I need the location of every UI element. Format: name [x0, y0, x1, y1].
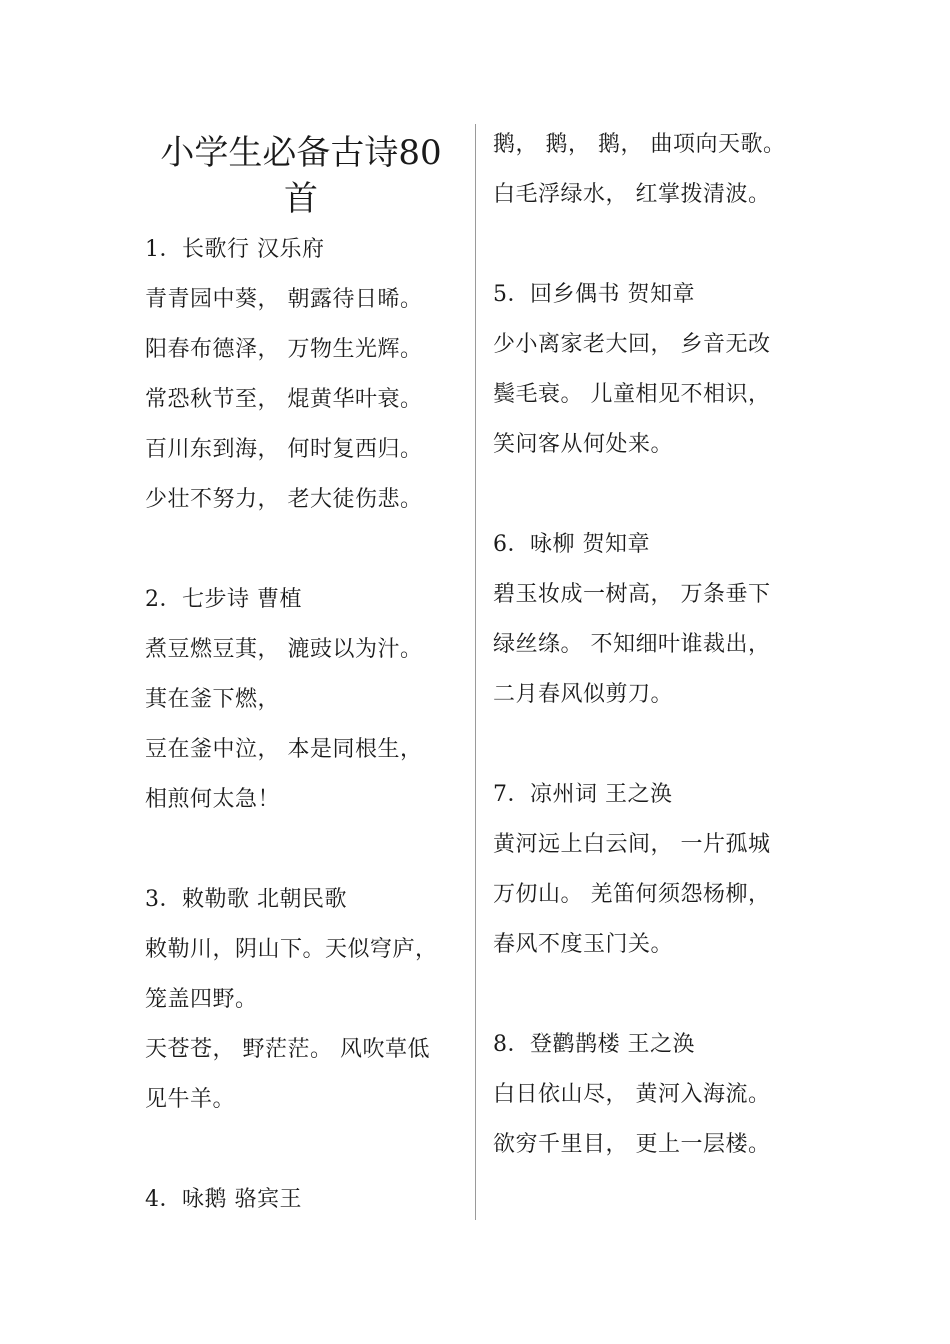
- poem-verse-line: 青青园中葵， 朝露待日晞。: [145, 287, 423, 312]
- poem-verse-line: 萁在釜下燃，: [145, 687, 281, 712]
- poem-verse-line: 煮豆燃豆萁， 漉豉以为汁。: [145, 637, 423, 662]
- poem-verse-line: 绿丝绦。 不知细叶谁裁出，: [493, 632, 771, 657]
- right-column: [493, 120, 811, 1170]
- poem-verse-line: 白日依山尽， 黄河入海流。: [493, 1082, 771, 1107]
- blank-line: [493, 970, 811, 1020]
- document-title: [145, 130, 457, 222]
- poem-verse-line: 敕勒川，阴山下。天似穹庐，: [145, 937, 438, 962]
- poem-title: 6．咏柳 贺知章: [493, 532, 650, 557]
- poem-verse-line: 天苍苍， 野茫茫。 风吹草低: [145, 1037, 430, 1062]
- poem-title: 3．敕勒歌 北朝民歌: [145, 887, 347, 912]
- right-column-lines: [493, 120, 811, 1170]
- poem-verse-line: 豆在釜中泣， 本是同根生，: [145, 737, 423, 762]
- poem-verse-line: 相煎何太急！: [145, 787, 281, 812]
- poem-verse-line: 百川东到海， 何时复西归。: [145, 437, 423, 462]
- column-divider: [475, 124, 476, 1220]
- left-column: [145, 120, 463, 1225]
- poem-verse-line: 白毛浮绿水， 红掌拨清波。: [493, 182, 771, 207]
- poem-title: 4．咏鹅 骆宾王: [145, 1187, 302, 1212]
- poem-verse-line: 常恐秋节至， 焜黄华叶衰。: [145, 387, 423, 412]
- blank-line: [493, 220, 811, 270]
- poem-verse-line: 二月春风似剪刀。: [493, 682, 674, 707]
- poem-title: 2．七步诗 曹植: [145, 587, 302, 612]
- poem-title: 7．凉州词 王之涣: [493, 782, 673, 807]
- poem-verse-line: 碧玉妆成一树高， 万条垂下: [493, 582, 771, 607]
- poem-verse-line: 春风不度玉门关。: [493, 932, 674, 957]
- poem-verse-line: 少小离家老大回， 乡音无改: [493, 332, 771, 357]
- poem-title: 8．登鹳鹊楼 王之涣: [493, 1032, 695, 1057]
- poem-title: 5．回乡偶书 贺知章: [493, 282, 695, 307]
- blank-line: [145, 1125, 463, 1175]
- poem-verse-line: 阳春布德泽， 万物生光辉。: [145, 337, 423, 362]
- poem-verse-line: 见牛羊。: [145, 1087, 236, 1112]
- poem-verse-line: 鬓毛衰。 儿童相见不相识，: [493, 382, 771, 407]
- poem-verse-line: 万仞山。 羌笛何须怨杨柳，: [493, 882, 771, 907]
- blank-line: [493, 470, 811, 520]
- poem-verse-line: 黄河远上白云间， 一片孤城: [493, 832, 771, 857]
- blank-line: [145, 825, 463, 875]
- poem-verse-line: 笼盖四野。: [145, 987, 258, 1012]
- blank-line: [145, 525, 463, 575]
- poem-title: 1．长歌行 汉乐府: [145, 237, 325, 262]
- poem-verse-line: 鹅， 鹅， 鹅， 曲项向天歌。: [493, 132, 786, 157]
- blank-line: [493, 720, 811, 770]
- title-line-2: 首: [284, 179, 318, 219]
- poem-verse-line: 笑问客从何处来。: [493, 432, 674, 457]
- title-line-1: 小学生必备古诗80: [160, 133, 442, 173]
- left-column-lines: [145, 225, 463, 1225]
- poem-verse-line: 少壮不努力， 老大徒伤悲。: [145, 487, 423, 512]
- poem-verse-line: 欲穷千里目， 更上一层楼。: [493, 1132, 771, 1157]
